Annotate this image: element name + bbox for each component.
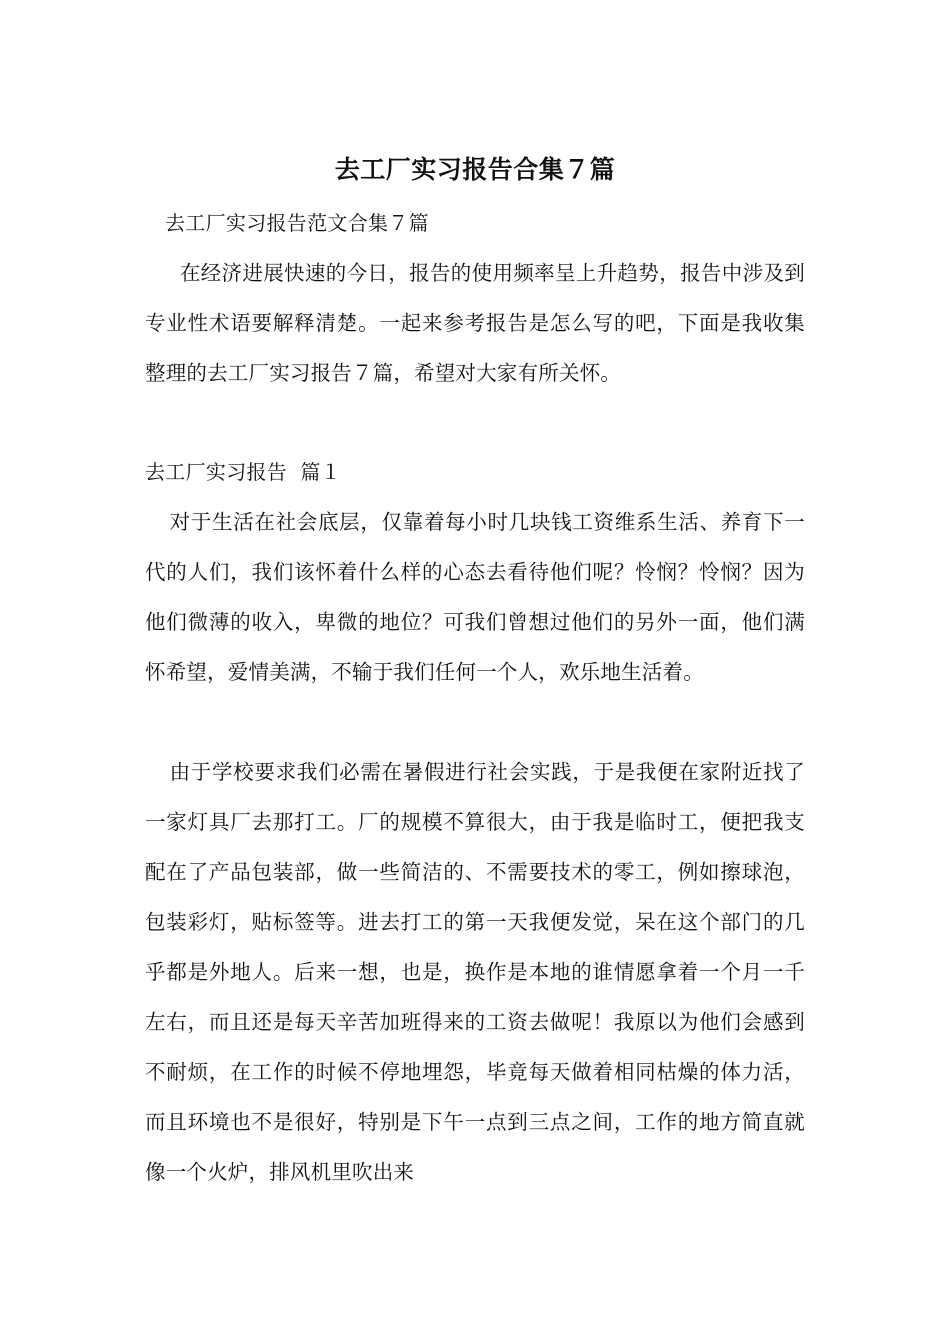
body-paragraph: 对于生活在社会底层，仅靠着每小时几块钱工资维系生活、养育下一代的人们，我们该怀着什么样的心态去看待他们呢？怜悯？怜悯？因为他们微薄的收入，卑微的地位？可我们曾想过他们的另外一面，他们满怀希望，爱情美满，不输于我们任何一个人，欢乐地生活着。 xyxy=(145,510,805,684)
section-heading: 去工厂实习报告 篇１ xyxy=(145,460,342,484)
document-subtitle: 去工厂实习报告范文合集７篇 xyxy=(165,211,429,235)
document-title: 去工厂实习报告合集７篇 xyxy=(334,155,616,184)
body-paragraph: 由于学校要求我们必需在暑假进行社会实践，于是我便在家附近找了一家灯具厂去那打工。厂的规模不算很大，由于我是临时工，便把我支配在了产品包装部，做一些简洁的、不需要技术的零工，例如擦球泡，包装彩灯，贴标签等。进去打工的第一天我便发觉，呆在这个部门的几乎都是外地人。后来一想，也是，换作是本地的谁情愿拿着一个月一千左右，而且还是每天辛苦加班得来的工资去做呢！我原以为他们会感到不耐烦，在工作的时候不停地埋怨，毕竟每天做着相同枯燥的体力活，而且环境也不是很好，特别是下午一点到三点之间，工作的地方简直就像一个火炉，排风机里吹出来 xyxy=(145,760,805,1184)
intro-paragraph: 在经济进展快速的今日，报告的使用频率呈上升趋势，报告中涉及到专业性术语要解释清楚。一起来参考报告是怎么写的吧，下面是我收集整理的去工厂实习报告７篇，希望对大家有所关怀。 xyxy=(145,261,805,385)
